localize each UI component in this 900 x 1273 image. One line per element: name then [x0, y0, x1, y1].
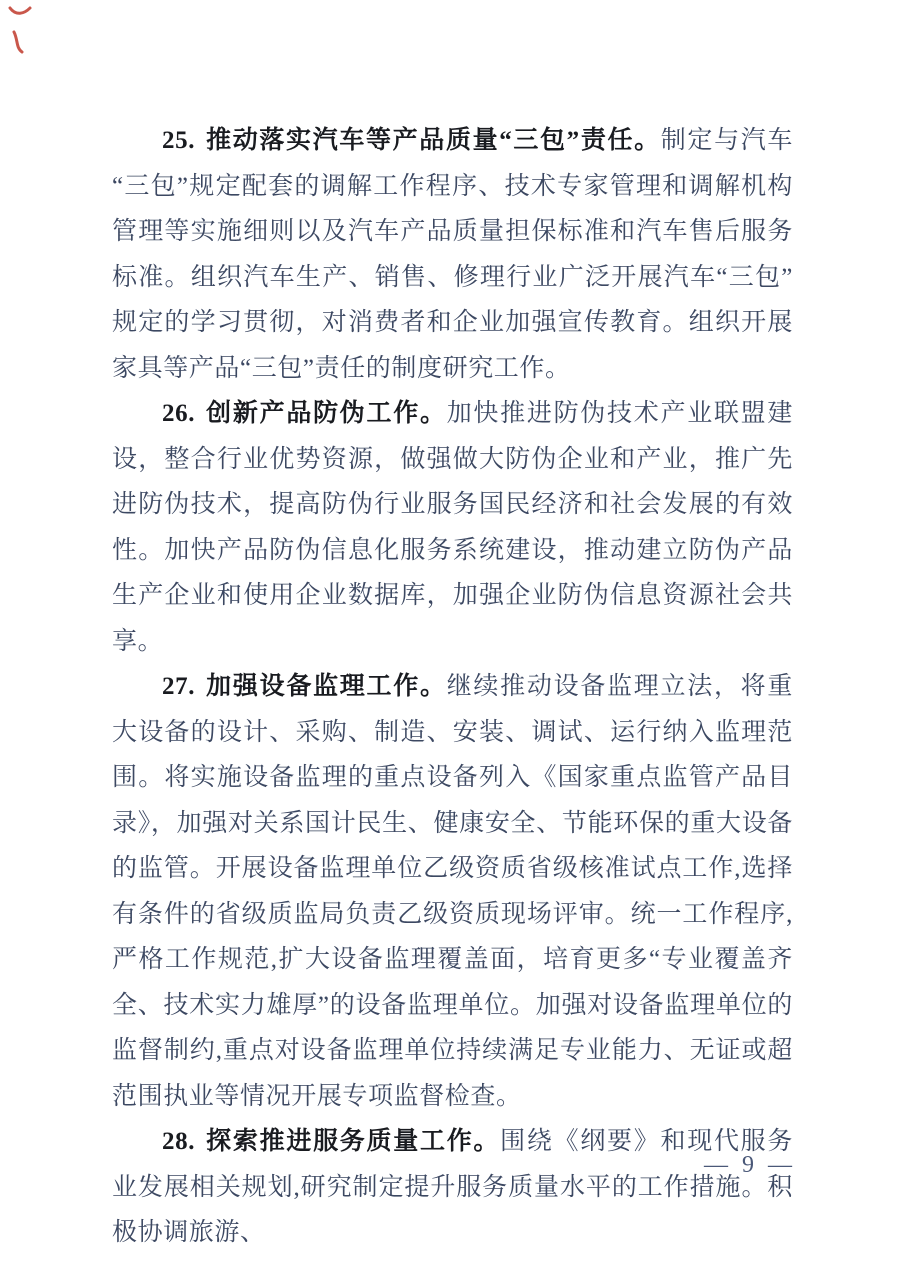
paragraph-25-number: 25. [162, 127, 196, 154]
paragraph-28-body: 围绕《纲要》和现代服务业发展相关规划,研究制定提升服务质量水平的工作措施。积极协调旅游、 [112, 1128, 793, 1246]
document-body [112, 118, 793, 1256]
page-number: — 9 — [704, 1152, 796, 1178]
paragraph-28-heading: 探索推进服务质量工作。 [205, 1128, 501, 1155]
paragraph-25 [112, 118, 793, 391]
paragraph-27 [112, 664, 793, 1119]
red-pen-mark-icon [4, 2, 44, 62]
paragraph-26 [112, 391, 793, 664]
paragraph-25-heading: 推动落实汽车等产品质量“三包”责任。 [205, 127, 661, 154]
paragraph-27-body: 继续推动设备监理立法，将重大设备的设计、采购、制造、安装、调试、运行纳入监理范围。将实施设备监理的重点设备列入《国家重点监管产品目录》，加强对关系国计民生、健康安全、节能环保的重大设备的监管。开展设备监理单位乙级资质省级核准试点工作,选择有条件的省级质监局负责乙级资质现场评审。统一工作程序,严格工作规范,扩大设备监理覆盖面，培育更多“专业覆盖齐全、技术实力雄厚”的设备监理单位。加强对设备监理单位的监督制约,重点对设备监理单位持续满足专业能力、无证或超范围执业等情况开展专项监督检查。 [112, 673, 793, 1110]
paragraph-27-heading: 加强设备监理工作。 [205, 673, 447, 700]
paragraph-25-body: 制定与汽车“三包”规定配套的调解工作程序、技术专家管理和调解机构管理等实施细则以及汽车产品质量担保标准和汽车售后服务标准。组织汽车生产、销售、修理行业广泛开展汽车“三包”规定的学习贯彻，对消费者和企业加强宣传教育。组织开展家具等产品“三包”责任的制度研究工作。 [112, 127, 793, 382]
paragraph-28 [112, 1119, 793, 1256]
paragraph-27-number: 27. [162, 673, 196, 700]
paragraph-28-number: 28. [162, 1128, 196, 1155]
paragraph-26-body: 加快推进防伪技术产业联盟建设，整合行业优势资源，做强做大防伪企业和产业，推广先进防伪技术，提高防伪行业服务国民经济和社会发展的有效性。加快产品防伪信息化服务系统建设，推动建立防伪产品生产企业和使用企业数据库，加强企业防伪信息资源社会共享。 [112, 400, 793, 655]
paragraph-26-number: 26. [162, 400, 196, 427]
paragraph-26-heading: 创新产品防伪工作。 [205, 400, 447, 427]
